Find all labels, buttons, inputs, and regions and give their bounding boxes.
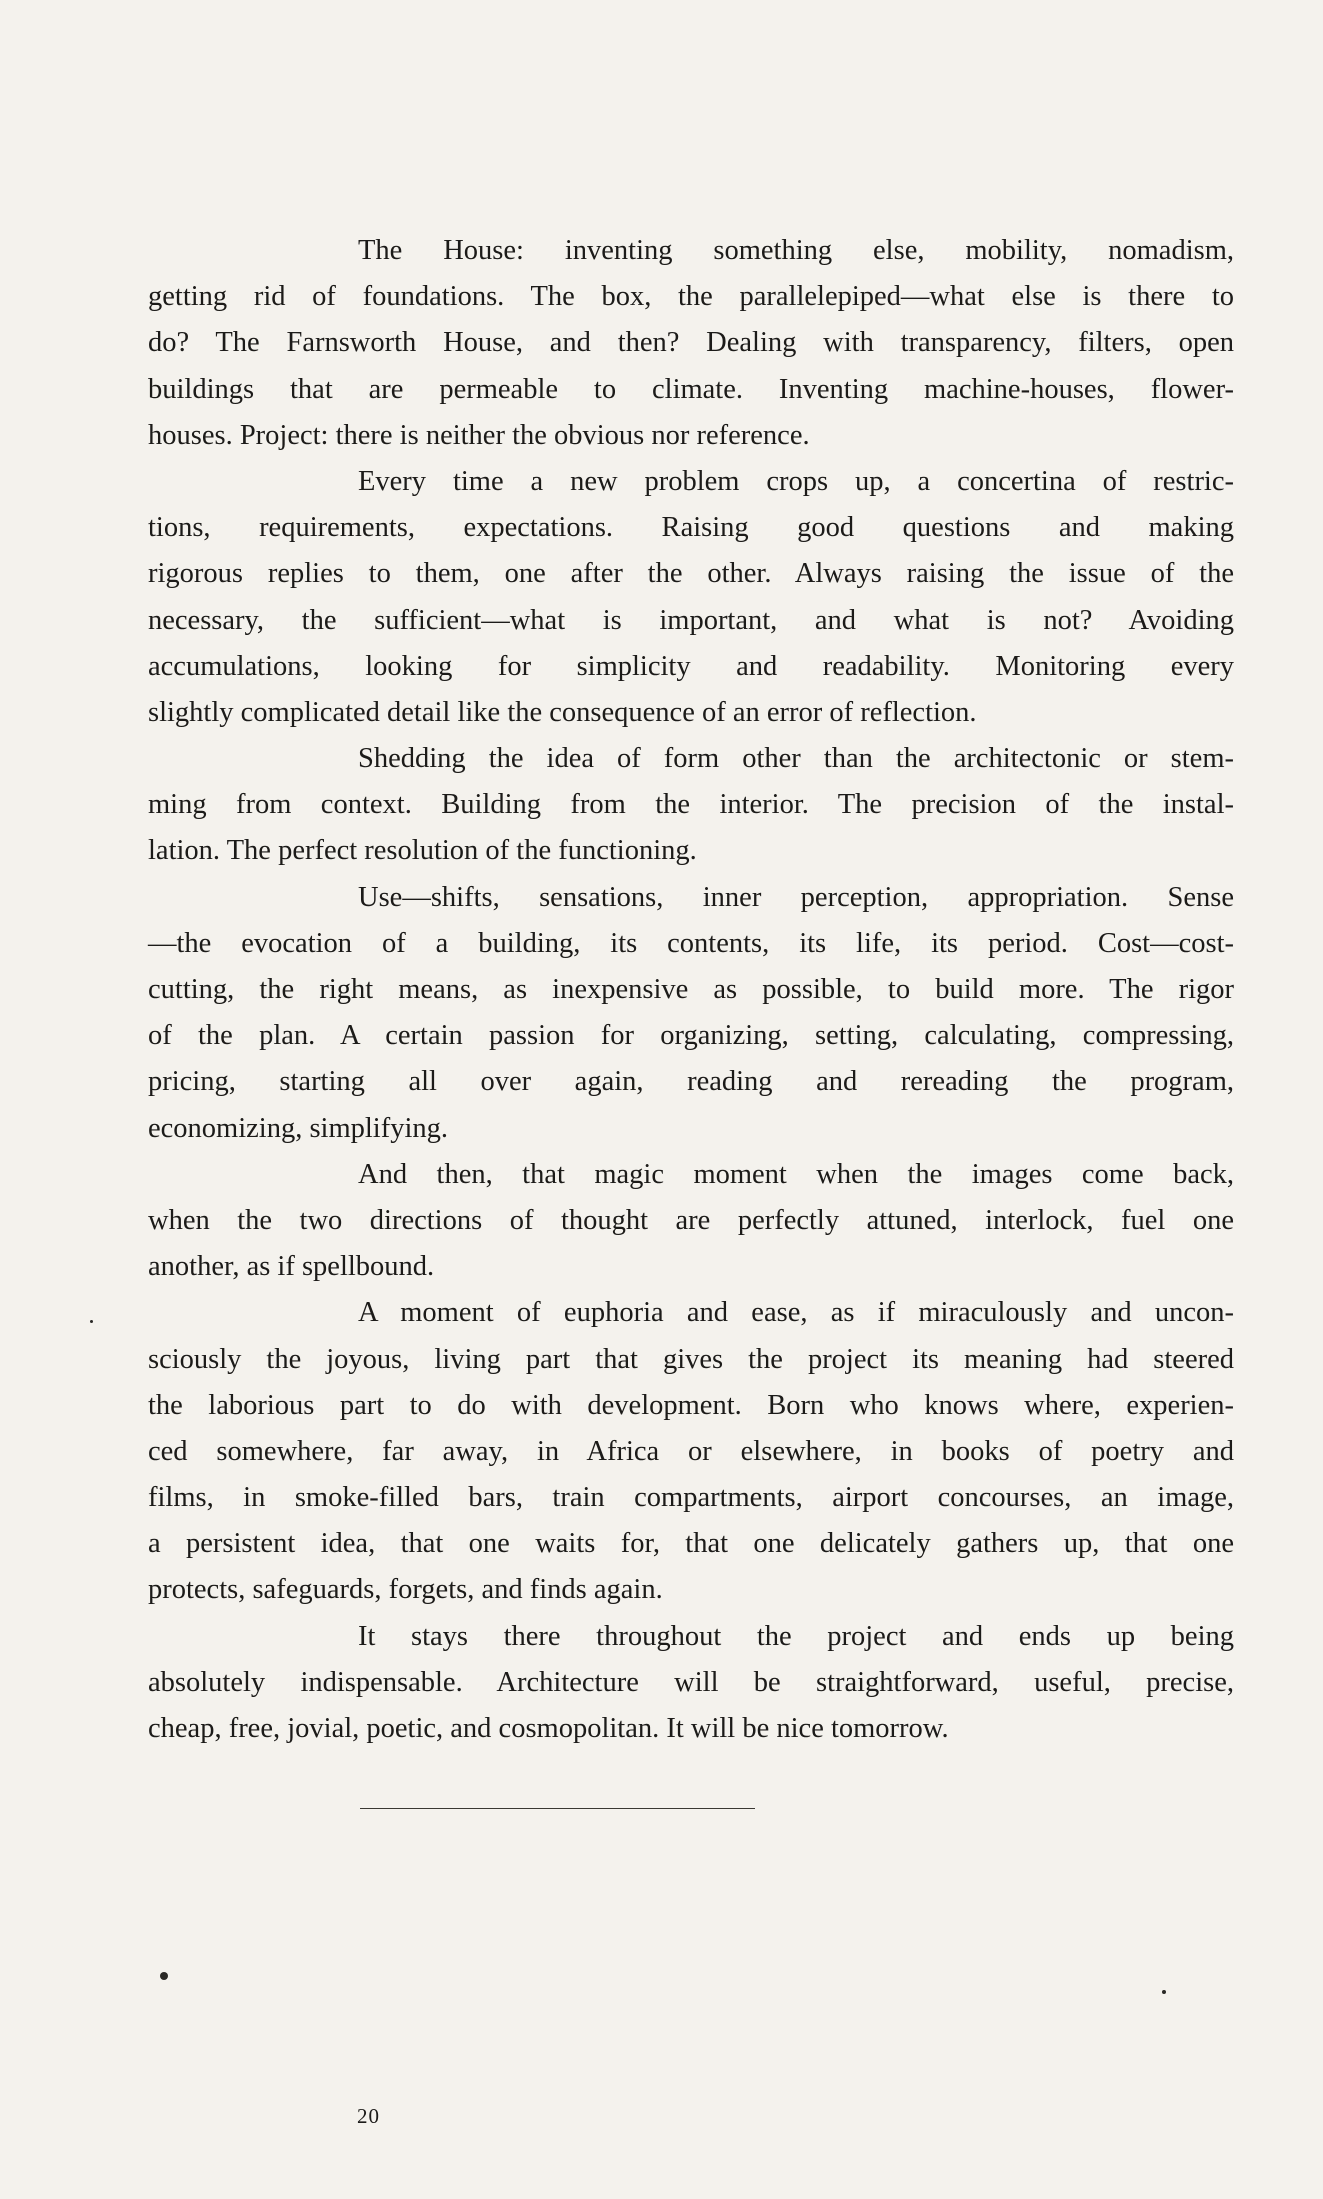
text-line: accumulations, looking for simplicity and readability. Monitoring every [148, 650, 1234, 682]
ink-speck [160, 1972, 168, 1980]
text-line: The House: inventing something else, mobility, nomadism, [358, 235, 1234, 266]
text-line: when the two directions of thought are perfectly attuned, interlock, fuel one [148, 1204, 1234, 1236]
text-line: Use—shifts, sensations, inner perception, appropriation. Sense [358, 881, 1234, 913]
text-line: It stays there throughout the project and ends up being [358, 1620, 1234, 1652]
text-line: absolutely indispensable. Architecture will be straightforward, useful, precise, [148, 1666, 1234, 1698]
text-line: films, in smoke-filled bars, train compartments, airport concourses, an image, [148, 1482, 1234, 1514]
text-line: do? The Farnsworth House, and then? Dealing with transparency, filters, open [148, 327, 1234, 359]
text-line: necessary, the sufficient—what is important, and what is not? Avoiding [148, 604, 1234, 636]
text-line: buildings that are permeable to climate. Inventing machine-houses, flower- [148, 373, 1234, 405]
text-line: pricing, starting all over again, reading and rereading the program, [148, 1066, 1234, 1098]
text-line: protects, safeguards, forgets, and finds again. [148, 1574, 663, 1606]
text-line: economizing, simplifying. [148, 1112, 449, 1144]
text-line: another, as if spellbound. [148, 1251, 435, 1283]
text-line: And then, that magic moment when the images come back, [358, 1158, 1234, 1190]
text-line: Shedding the idea of form other than the architectonic or stem- [358, 743, 1234, 775]
text-line: of the plan. A certain passion for organizing, setting, calculating, compressing, [148, 1020, 1234, 1052]
text-line: cutting, the right means, as inexpensive as possible, to build more. The rigor [148, 974, 1234, 1005]
text-line: rigorous replies to them, one after the other. Always raising the issue of the [148, 558, 1234, 590]
text-line: cheap, free, jovial, poetic, and cosmopolitan. It will be nice tomorrow. [148, 1713, 949, 1744]
ink-speck [1162, 1990, 1166, 1994]
text-line: A moment of euphoria and ease, as if miraculously and uncon- [358, 1297, 1234, 1329]
text-line: Every time a new problem crops up, a concertina of restric- [358, 465, 1234, 497]
text-line: ced somewhere, far away, in Africa or elsewhere, in books of poetry and [148, 1435, 1234, 1467]
text-line: —the evocation of a building, its contents, its life, its period. Cost—cost- [148, 927, 1234, 959]
text-line: a persistent idea, that one waits for, that one delicately gathers up, that one [148, 1528, 1234, 1560]
text-line: the laborious part to do with development. Born who knows where, experien- [148, 1389, 1234, 1421]
body-text [148, 228, 1234, 1752]
text-line: slightly complicated detail like the consequence of an error of reflection. [148, 696, 977, 728]
section-rule [360, 1808, 755, 1809]
text-line: getting rid of foundations. The box, the parallelepiped—what else is there to [148, 281, 1234, 313]
text-line: tions, requirements, expectations. Raising good questions and making [148, 512, 1234, 544]
page-number: 20 [357, 2104, 380, 2128]
ink-speck [90, 1320, 93, 1323]
text-line: sciously the joyous, living part that gives the project its meaning had steered [148, 1343, 1234, 1375]
text-line: lation. The perfect resolution of the functioning. [148, 835, 697, 867]
text-line: ming from context. Building from the interior. The precision of the instal- [148, 789, 1234, 821]
text-line: houses. Project: there is neither the obvious nor reference. [148, 419, 810, 451]
